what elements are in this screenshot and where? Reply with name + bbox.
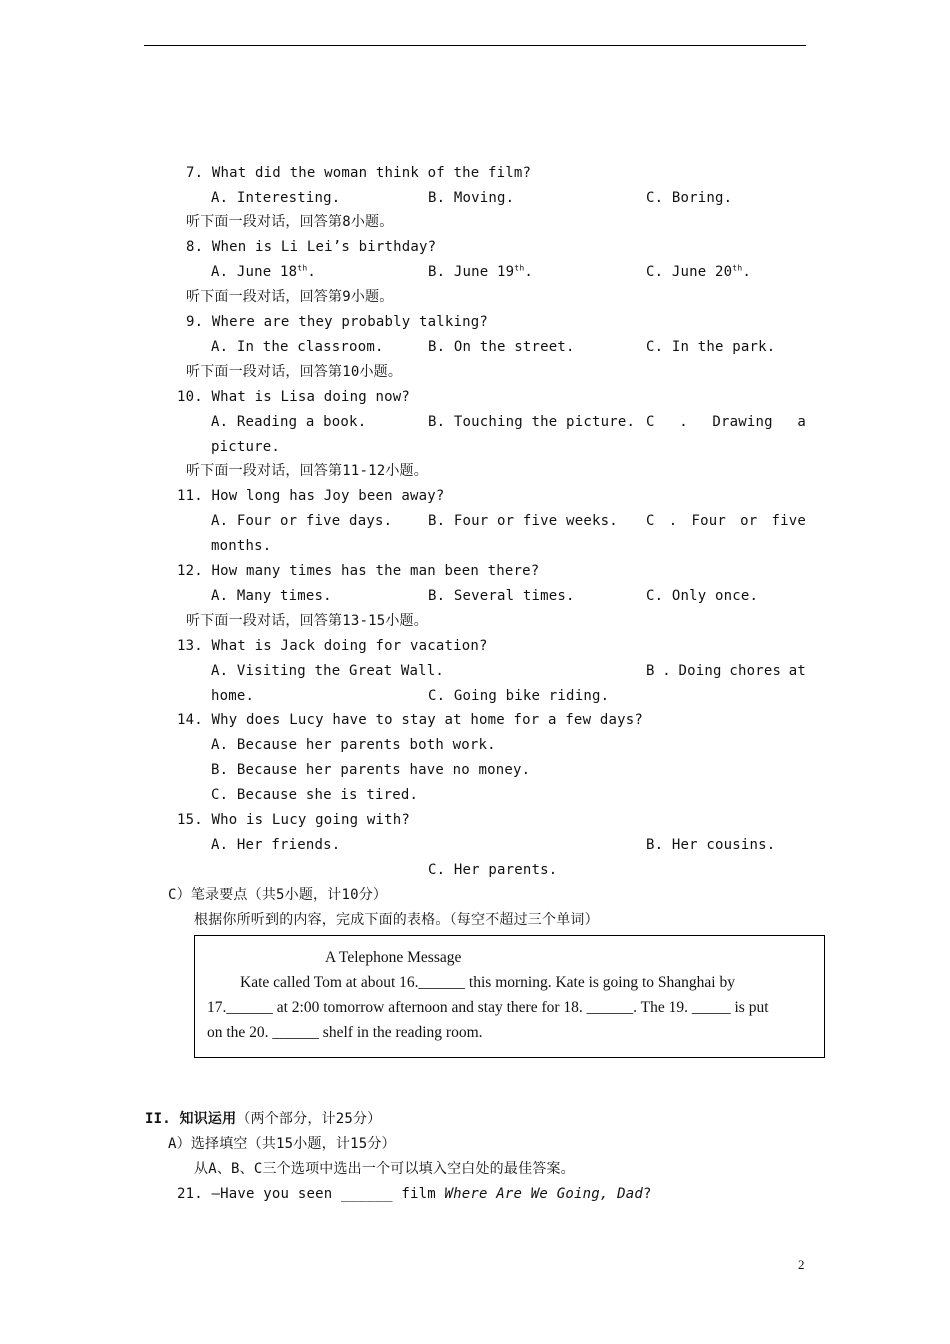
section-c-instruction: 根据你所听到的内容，完成下面的表格。（每空不超过三个单词）	[194, 912, 599, 928]
option-c-continuation: picture.	[211, 439, 281, 455]
option-a: A. Visiting the Great Wall.	[211, 663, 444, 679]
question-text: What did the woman think of the film?	[211, 165, 532, 181]
option-a: A. June 18th.	[211, 263, 316, 280]
question-number: 14.	[177, 712, 203, 728]
question-14	[177, 710, 643, 730]
option-a: A. Reading a book.	[211, 414, 367, 430]
option-b: B. Her cousins.	[646, 837, 776, 853]
option-c: C . Four or five	[646, 513, 806, 529]
option-c: C . Drawing a	[646, 414, 806, 430]
option-c: C. Boring.	[646, 190, 733, 206]
part-2-sub-a: A）选择填空（共15小题，计15分）	[168, 1136, 396, 1152]
option-a: A. Four or five days.	[211, 513, 393, 529]
question-number: 15.	[177, 812, 203, 828]
option-c: C. Going bike riding.	[428, 688, 610, 704]
question-text: What is Jack doing for vacation?	[211, 638, 488, 654]
instruction: 听下面一段对话，回答第9小题。	[186, 289, 394, 305]
option-a: A. Interesting.	[211, 190, 341, 206]
question-8	[186, 237, 436, 257]
question-12	[177, 561, 539, 581]
message-line-1: Kate called Tom at about 16.______ this morning. Kate is going to Shanghai by	[240, 974, 735, 991]
header-rule	[144, 45, 806, 46]
option-a: A. In the classroom.	[211, 339, 384, 355]
option-b: B. Touching the picture.	[428, 414, 636, 430]
option-a: A. Her friends.	[211, 837, 341, 853]
question-text: Why does Lucy have to stay at home for a few days?	[211, 712, 643, 728]
question-number: 8.	[186, 239, 204, 255]
option-a: A. Because her parents both work.	[211, 737, 496, 753]
section-c-heading: C）笔录要点（共5小题，计10分）	[168, 887, 388, 903]
option-a: A. Many times.	[211, 588, 332, 604]
instruction: 听下面一段对话，回答第8小题。	[186, 214, 394, 230]
question-text: When is Li Lei’s birthday?	[211, 239, 437, 255]
film-title: Where Are We Going, Dad	[444, 1186, 643, 1202]
question-number: 11.	[177, 488, 203, 504]
part-2-instruction: 从A、B、C三个选项中选出一个可以填入空白处的最佳答案。	[194, 1161, 575, 1177]
question-number: 10.	[177, 389, 203, 405]
question-21: 21. —Have you seen ______ film Where Are We Going, Dad?	[177, 1186, 652, 1202]
option-b: B. Four or five weeks.	[428, 513, 618, 529]
option-b: B. Several times.	[428, 588, 575, 604]
question-number: 9.	[186, 314, 204, 330]
message-line-3: on the 20. ______ shelf in the reading room.	[207, 1024, 483, 1041]
question-text: Who is Lucy going with?	[211, 812, 410, 828]
telephone-message-box	[194, 935, 825, 1058]
option-b: B. Moving.	[428, 190, 515, 206]
instruction: 听下面一段对话，回答第10小题。	[186, 364, 403, 380]
option-c: C. Only once.	[646, 588, 759, 604]
question-number: 12.	[177, 563, 203, 579]
question-15	[177, 810, 410, 830]
option-b: B . Doing chores at	[646, 663, 806, 679]
question-text: How many times has the man been there?	[211, 563, 540, 579]
question-text: —Have you seen ______ film	[211, 1186, 445, 1202]
question-number: 7.	[186, 165, 204, 181]
option-c: C. In the park.	[646, 339, 776, 355]
option-c: C. Because she is tired.	[211, 787, 419, 803]
option-c: C. June 20th.	[646, 263, 751, 280]
question-11	[177, 486, 445, 506]
question-7	[186, 163, 531, 183]
instruction: 听下面一段对话，回答第11-12小题。	[186, 463, 428, 479]
option-b: B. Because her parents have no money.	[211, 762, 531, 778]
part-2-heading: II. 知识运用（两个部分，计25分）	[145, 1111, 382, 1127]
instruction: 听下面一段对话，回答第13-15小题。	[186, 613, 428, 629]
option-c: C. Her parents.	[428, 862, 558, 878]
question-10	[177, 387, 410, 407]
option-c-continuation: months.	[211, 538, 272, 554]
question-number: 13.	[177, 638, 203, 654]
question-number: 21.	[177, 1186, 203, 1202]
message-line-2: 17.______ at 2:00 tomorrow afternoon and stay there for 18. ______. The 19. _____ is put	[207, 999, 769, 1016]
question-text: Where are they probably talking?	[211, 314, 489, 330]
question-text: What is Lisa doing now?	[211, 389, 410, 405]
question-text: How long has Joy been away?	[211, 488, 445, 504]
question-9	[186, 312, 488, 332]
question-13	[177, 636, 488, 656]
page-number: 2	[798, 1257, 805, 1272]
option-b: B. On the street.	[428, 339, 575, 355]
option-b: B. June 19th.	[428, 263, 533, 280]
option-b-continuation: home.	[211, 688, 255, 704]
message-title: A Telephone Message	[325, 949, 462, 966]
